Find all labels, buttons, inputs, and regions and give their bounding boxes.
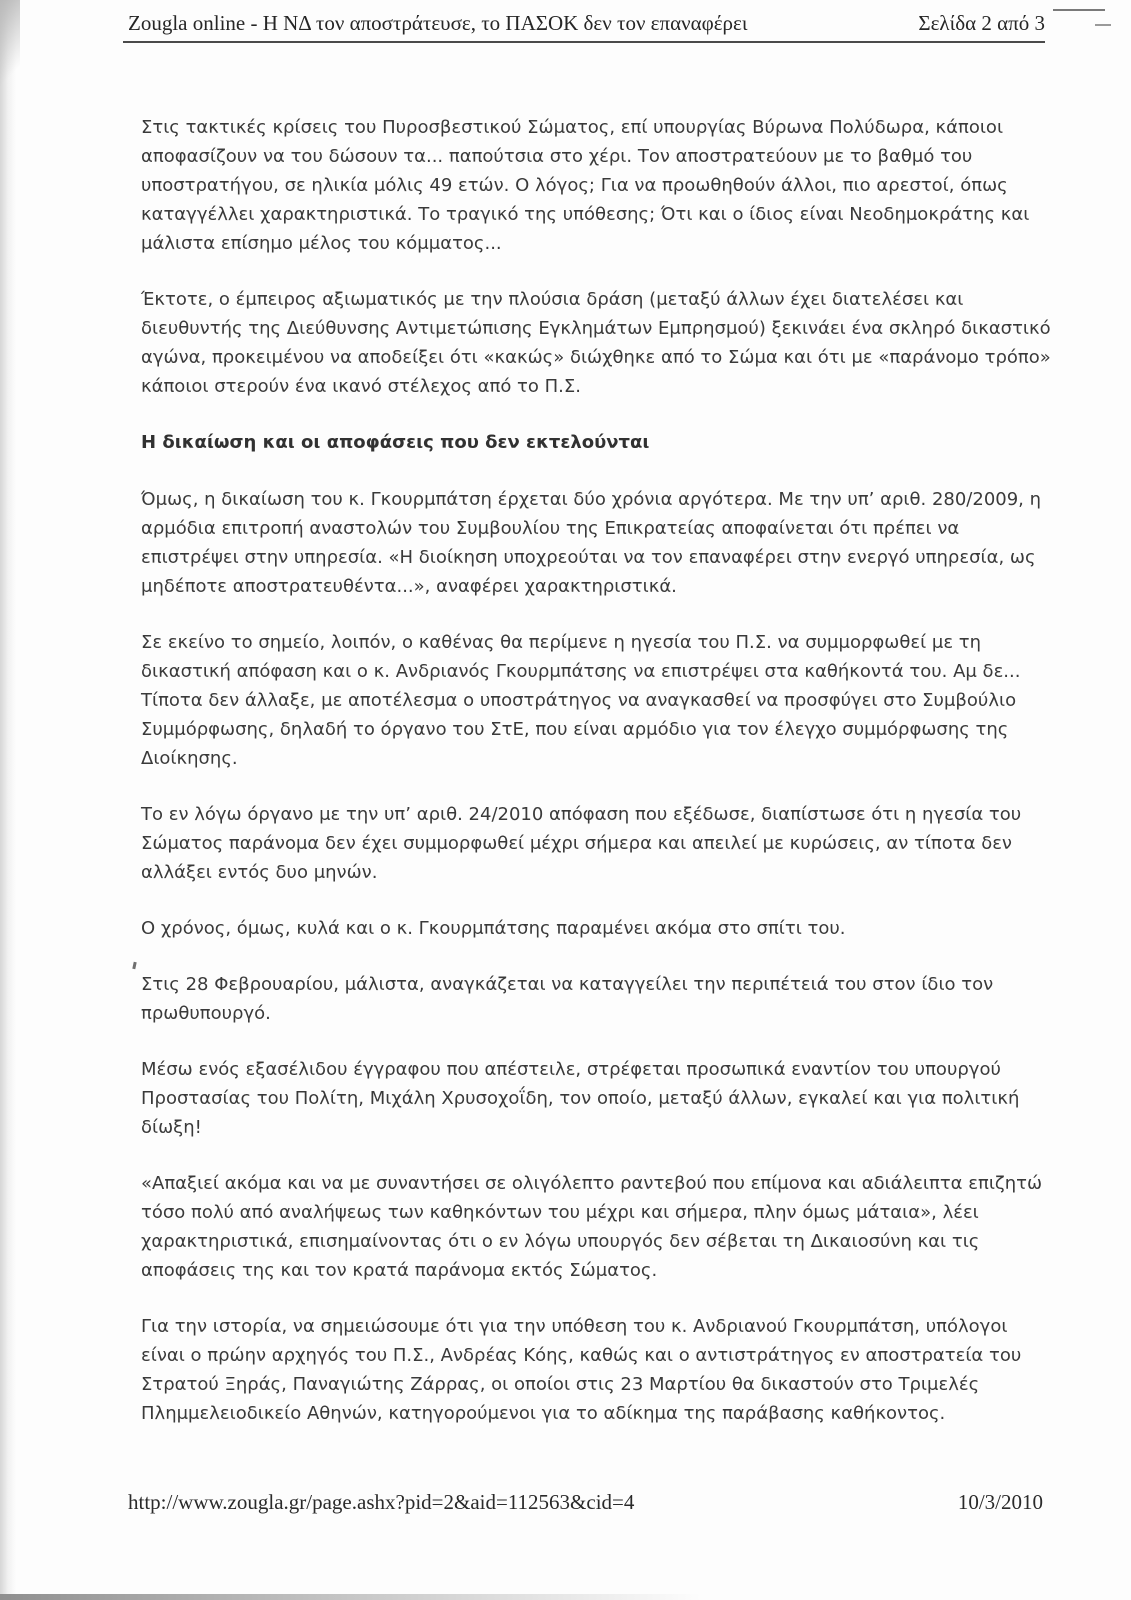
scan-dash-artifact	[1095, 24, 1111, 26]
body-paragraph: Στις τακτικές κρίσεις του Πυροσβεστικού Σώματος, επί υπουργίας Βύρωνα Πολύδωρα, κάποιοι αποφασίζουν να του δώσουν τα... παπούτσια στο χέρι. Τον αποστρατεύουν με το βαθμό του υποστρατήγου, σε ηλικία μόλις 49 ετών. Ο λόγος; Για να προωθηθούν άλλοι, πιο αρεστοί, όπως καταγγέλλει χαρακτηριστικά. Το τραγικό της υπόθεσης; Ότι και ο ίδιος είναι Νεοδημοκράτης και μάλιστα επίσημο μέλος του κόμματος...	[141, 117, 1030, 254]
body-paragraph: Στις 28 Φεβρουαρίου, μάλιστα, αναγκάζεται να καταγγείλει την περιπέτειά του στον ίδιο τον πρωθυπουργό.	[141, 974, 994, 1024]
footer-date: 10/3/2010	[957, 1490, 1043, 1514]
scan-speckle-artifact	[132, 962, 136, 969]
body-paragraph: Όμως, η δικαίωση του κ. Γκουρμπάτση έρχεται δύο χρόνια αργότερα. Με την υπ’ αριθ. 280/2009, η αρμόδια επιτροπή αναστολών του Συμβουλίου της Επικρατείας αποφαίνεται ότι πρέπει να επιστρέψει στην υπηρεσία. «Η διοίκηση υποχρεούται να τον επαναφέρει στην ενεργό υπηρεσία, ως μηδέποτε αποστρατευθέντα...», αναφέρει χαρακτηριστικά.	[141, 489, 1042, 597]
scan-dash-artifact	[1053, 9, 1105, 11]
body-paragraph: Για την ιστορία, να σημειώσουμε ότι για την υπόθεση του κ. Ανδριανού Γκουρμπάτση, υπόλογοι είναι ο πρώην αρχηγός του Π.Σ., Ανδρέας Κόης, καθώς και ο αντιστράτηγος εν αποστρατεία του Στρατού Ξηράς, Παναγιώτης Ζάρρας, οι οποίοι στις 23 Μαρτίου θα δικαστούν στο Τριμελές Πλημμελειοδικείο Αθηνών, κατηγορούμενοι για το αδίκημα της παράβασης καθήκοντος.	[141, 1316, 1022, 1424]
body-paragraph: Σε εκείνο το σημείο, λοιπόν, ο καθένας θα περίμενε η ηγεσία του Π.Σ. να συμμορφωθεί με τη δικαστική απόφαση και ο κ. Ανδριανός Γκουρμπάτσης να επιστρέψει στα καθήκοντά του. Αμ δε... Τίποτα δεν άλλαξε, με αποτέλεσμα ο υποστράτηγος να αναγκασθεί να προσφύγει στο Συμβούλιο Συμμόρφωσης, δηλαδή το όργανο του ΣτΕ, που είναι αρμόδιο για τον έλεγχο συμμόρφωσης της Διοίκησης.	[141, 632, 1021, 769]
body-paragraph: Μέσω ενός εξασέλιδου έγγραφου που απέστειλε, στρέφεται προσωπικά εναντίον του υπουργού Προστασίας του Πολίτη, Μιχάλη Χρυσοχοΐδη, τον οποίο, μεταξύ άλλων, εγκαλεί και για πολιτική δίωξη!	[141, 1059, 1020, 1138]
section-heading: Η δικαίωση και οι αποφάσεις που δεν εκτελούνται	[141, 432, 650, 453]
header-title: Zougla online - Η ΝΔ τον αποστράτευσε, το ΠΑΣΟΚ δεν τον επαναφέρει	[128, 11, 748, 35]
scan-corner-artifact	[0, 0, 20, 100]
footer-url: http://www.zougla.gr/page.ashx?pid=2&aid=112563&cid=4	[128, 1490, 635, 1514]
page-footer	[128, 1490, 1043, 1515]
article-body	[141, 113, 1053, 1455]
header-rule	[123, 41, 1045, 43]
scan-bottom-artifact	[0, 1594, 701, 1600]
scan-edge-artifact	[0, 0, 16, 1600]
body-paragraph: Έκτοτε, ο έμπειρος αξιωματικός με την πλούσια δράση (μεταξύ άλλων έχει διατελέσει και διευθυντής της Διεύθυνσης Αντιμετώπισης Εγκλημάτων Εμπρησμού) ξεκινάει ένα σκληρό δικαστικό αγώνα, προκειμένου να αποδείξει ότι «κακώς» διώχθηκε από το Σώμα και ότι με «παράνομο τρόπο» κάποιοι στερούν ένα ικανό στέλεχος από το Π.Σ.	[141, 289, 1051, 397]
page-number-indicator: Σελίδα 2 από 3	[918, 11, 1045, 35]
body-paragraph: «Απαξιεί ακόμα και να με συναντήσει σε ολιγόλεπτο ραντεβού που επίμονα και αδιάλειπτα επιζητώ τόσο πολύ από αναλήψεως των καθηκόντων του μέχρι και σήμερα, πλην όμως μάταια», λέει χαρακτηριστικά, επισημαίνοντας ότι ο εν λόγω υπουργός δεν σέβεται τη Δικαιοσύνη και τις αποφάσεις της και τον κρατά παράνομα εκτός Σώματος.	[141, 1173, 1043, 1281]
body-paragraph: Ο χρόνος, όμως, κυλά και ο κ. Γκουρμπάτσης παραμένει ακόμα στο σπίτι του.	[141, 918, 846, 939]
body-paragraph: Το εν λόγω όργανο με την υπ’ αριθ. 24/2010 απόφαση που εξέδωσε, διαπίστωσε ότι η ηγεσία του Σώματος παράνομα δεν έχει συμμορφωθεί μέχρι σήμερα και απειλεί με κυρώσεις, αν τίποτα δεν αλλάξει εντός δυο μηνών.	[141, 804, 1022, 883]
page-header	[128, 11, 1045, 36]
